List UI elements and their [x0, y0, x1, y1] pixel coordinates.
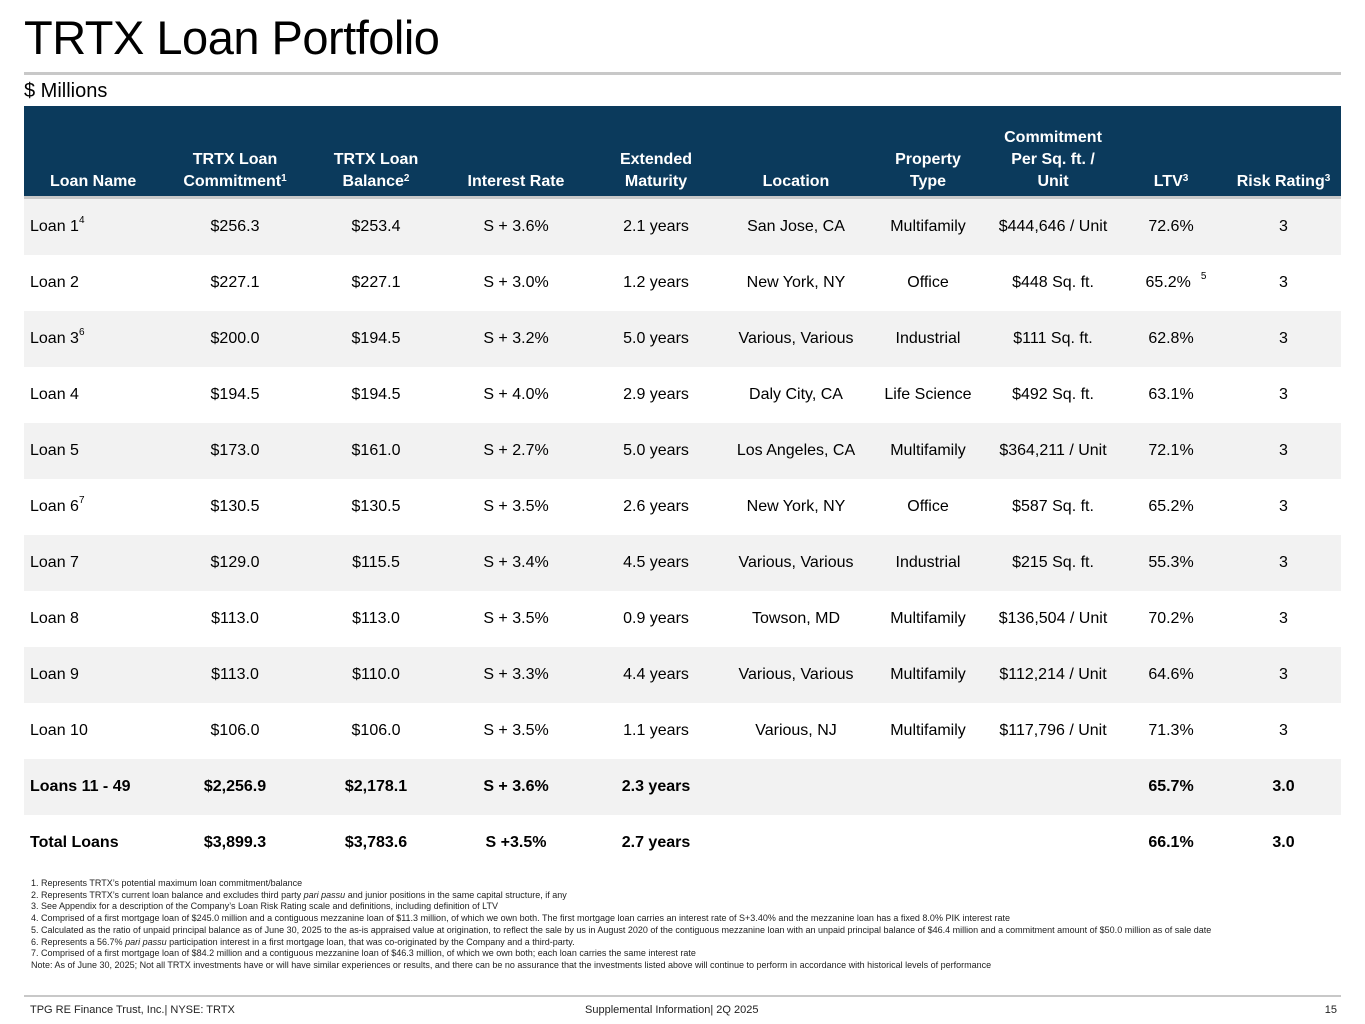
table-row: [24, 703, 1341, 759]
footnote-3: 3. See Appendix for a description of the Company’s Loan Risk Rating scale and definitions, including definition of LTV: [31, 901, 498, 912]
risk-rating-cell: 3: [1279, 330, 1288, 347]
table-row: [24, 535, 1341, 591]
commitment-cell: $113.0: [211, 666, 259, 683]
location-cell: Daly City, CA: [749, 386, 843, 403]
commitment-cell: $130.5: [210, 498, 260, 515]
footnote-5: 5. Calculated as the ratio of unpaid principal balance as of June 30, 2025 to the as-is appraised value at origination, to reflect the sale by us in August 2020 of the contiguous mezzanine loan with an unpaid principal balance of $46.4 million and a commitment amount of $50.0 million as of sale date: [31, 924, 1212, 935]
property-type-cell: Multifamily: [890, 218, 966, 235]
commitment-cell: $129.0: [210, 554, 260, 571]
location-cell: Various, Various: [738, 330, 854, 347]
balance-cell: $115.5: [352, 554, 400, 571]
per-unit-cell: $444,646 / Unit: [998, 218, 1108, 235]
total-balance-cell: $3,783.6: [344, 834, 408, 851]
loan-name-cell: Loan 10: [30, 722, 88, 739]
location-cell: Los Angeles, CA: [736, 442, 856, 459]
table-header-row: [24, 106, 1341, 196]
risk-rating-cell: 3: [1279, 554, 1288, 571]
per-unit-cell: $215 Sq. ft.: [1012, 554, 1094, 571]
table-row: [24, 423, 1341, 479]
property-type-cell: Industrial: [895, 330, 961, 347]
total-maturity-cell: 2.7 years: [621, 834, 691, 851]
balance-cell: $161.0: [351, 442, 401, 459]
interest-rate-cell: S + 3.3%: [483, 666, 549, 683]
ltv-cell: 65.2%: [1148, 498, 1194, 515]
interest-rate-cell: S + 4.0%: [483, 386, 549, 403]
ltv-cell: 71.3%: [1148, 722, 1194, 739]
subtotal-rate-cell: S + 3.6%: [483, 778, 549, 795]
col-header-property-type: Property Type: [895, 151, 961, 190]
col-header-loan-name: Loan Name: [50, 173, 137, 190]
table-row: [24, 367, 1341, 423]
maturity-cell: 2.1 years: [623, 218, 689, 235]
col-header-balance: TRTX Loan Balance$^2$: [333, 151, 419, 190]
interest-rate-cell: S + 3.5%: [483, 610, 549, 627]
maturity-cell: 2.9 years: [623, 386, 689, 403]
total-rate-cell: S +3.5%: [485, 834, 547, 851]
loan-name-cell: Loan 5: [30, 442, 79, 459]
page-number: 15: [1324, 1004, 1337, 1016]
ltv-cell: 72.1%: [1148, 442, 1194, 459]
loan-name-cell: Loan 4: [30, 386, 79, 403]
balance-cell: $106.0: [351, 722, 401, 739]
property-type-cell: Multifamily: [890, 722, 966, 739]
empty-cell: [726, 815, 866, 871]
commitment-cell: $227.1: [210, 274, 260, 291]
commitment-cell: $106.0: [210, 722, 260, 739]
property-type-cell: Industrial: [895, 554, 961, 571]
risk-rating-cell: 3: [1279, 274, 1288, 291]
location-cell: Various, NJ: [755, 722, 837, 739]
location-cell: New York, NY: [746, 498, 846, 515]
total-commitment-cell: $3,899.3: [203, 834, 267, 851]
subtotal-ltv-cell: 65.7%: [1148, 778, 1194, 795]
loan-name-cell: Loan $3^6$: [30, 327, 85, 347]
risk-rating-cell: 3: [1279, 666, 1288, 683]
empty-cell: [866, 759, 990, 815]
maturity-cell: 5.0 years: [623, 442, 689, 459]
table-row: [24, 479, 1341, 535]
property-type-cell: Life Science: [884, 386, 972, 403]
property-type-cell: Office: [907, 274, 949, 291]
commitment-cell: $113.0: [211, 610, 259, 627]
maturity-cell: 4.4 years: [623, 666, 689, 683]
footnote-6: 6. Represents a 56.7% pari passu participation interest in a first mortgage loan, that was co-originated by the Company and a third-party.: [31, 936, 575, 947]
maturity-cell: 5.0 years: [623, 330, 689, 347]
location-cell: New York, NY: [746, 274, 846, 291]
col-header-interest-rate: Interest Rate: [467, 173, 565, 190]
maturity-cell: 1.2 years: [623, 274, 689, 291]
balance-cell: $130.5: [351, 498, 401, 515]
empty-cell: [990, 815, 1116, 871]
loan-name-cell: Loan 9: [30, 666, 79, 683]
footnote-2: 2. Represents TRTX’s current loan balance and excludes third party pari passu and junior positions in the same capital structure, if any: [31, 889, 567, 900]
property-type-cell: Multifamily: [890, 666, 966, 683]
location-cell: Towson, MD: [751, 610, 841, 627]
table-body: [24, 199, 1341, 871]
footer-section: Supplemental Information| 2Q 2025: [585, 1004, 759, 1016]
loan-name-cell: Loan $1^4$: [30, 215, 85, 235]
commitment-cell: $256.3: [210, 218, 260, 235]
risk-rating-cell: 3: [1279, 498, 1288, 515]
per-unit-cell: $492 Sq. ft.: [1012, 386, 1094, 403]
col-header-location: Location: [762, 173, 830, 190]
empty-cell: [726, 759, 866, 815]
balance-cell: $113.0: [352, 610, 400, 627]
property-type-cell: Multifamily: [890, 442, 966, 459]
interest-rate-cell: S + 3.2%: [483, 330, 549, 347]
loan-name-cell: Loan 7: [30, 554, 79, 571]
ltv-cell: 72.6%: [1148, 218, 1194, 235]
ltv-cell: 55.3%: [1148, 554, 1194, 571]
empty-cell: [866, 815, 990, 871]
per-unit-cell: $364,211 / Unit: [999, 442, 1107, 459]
subtotal-balance-cell: $2,178.1: [344, 778, 408, 795]
total-row: [24, 815, 1341, 871]
risk-rating-cell: 3: [1279, 610, 1288, 627]
page-title: TRTX Loan Portfolio: [24, 11, 440, 64]
commitment-cell: $200.0: [210, 330, 260, 347]
interest-rate-cell: S + 3.0%: [483, 274, 549, 291]
interest-rate-cell: S + 3.5%: [483, 498, 549, 515]
loan-portfolio-table: [24, 106, 1341, 871]
maturity-cell: 1.1 years: [623, 722, 689, 739]
col-header-risk-rating: Risk Rating$^3$: [1236, 173, 1331, 190]
per-unit-cell: $112,214 / Unit: [999, 666, 1107, 683]
table-row: [24, 255, 1341, 311]
property-type-cell: Multifamily: [890, 610, 966, 627]
title-divider: [24, 72, 1341, 75]
footnote-4: 4. Comprised of a first mortgage loan of $245.0 million and a contiguous mezzanine loan of $11.3 million, of which we own both. The first mortgage loan carries an interest rate of S+3.40% and the mezzanine loan has a fixed 8.0% PIK interest rate: [31, 913, 1010, 924]
empty-cell: [990, 759, 1116, 815]
balance-cell: $253.4: [351, 218, 401, 235]
ltv-cell: 62.8%: [1148, 330, 1194, 347]
total-name-cell: Total Loans: [30, 834, 119, 851]
col-header-commitment: TRTX Loan Commitment$^1$: [183, 151, 287, 190]
subtotal-name-cell: Loans 11 - 49: [30, 778, 131, 795]
risk-rating-cell: 3: [1279, 722, 1288, 739]
col-header-per-unit: Commitment Per Sq. ft. / Unit: [1004, 129, 1102, 190]
risk-rating-cell: 3: [1279, 442, 1288, 459]
balance-cell: $194.5: [351, 330, 401, 347]
footnote-7: 7. Comprised of a first mortgage loan of $84.2 million and a contiguous mezzanine loan of $46.3 million, of which we own both; each loan carries the same interest rate: [31, 948, 696, 959]
subtotal-risk-cell: 3.0: [1272, 778, 1295, 795]
table-row: [24, 591, 1341, 647]
maturity-cell: 2.6 years: [623, 498, 689, 515]
loan-name-cell: Loan 2: [30, 274, 79, 291]
loan-name-cell: Loan 8: [30, 610, 79, 627]
table-row: [24, 647, 1341, 703]
col-header-ltv: LTV$^3$: [1153, 173, 1189, 190]
units-label: $ Millions: [24, 80, 108, 102]
location-cell: Various, Various: [738, 554, 854, 571]
footnotes: [31, 878, 1343, 972]
per-unit-cell: $117,796 / Unit: [999, 722, 1107, 739]
property-type-cell: Office: [907, 498, 949, 515]
maturity-cell: 0.9 years: [623, 610, 689, 627]
footnote-note: Note: As of June 30, 2025; Not all TRTX investments have or will have similar experiences or results, and there can be no assurance that the investments listed above will continue to perform in accordance with historical levels of performance: [31, 959, 992, 970]
per-unit-cell: $448 Sq. ft.: [1012, 274, 1094, 291]
per-unit-cell: $136,504 / Unit: [998, 610, 1108, 627]
balance-cell: $110.0: [352, 666, 400, 683]
risk-rating-cell: 3: [1279, 218, 1288, 235]
ltv-cell: 64.6%: [1148, 666, 1194, 683]
total-ltv-cell: 66.1%: [1148, 834, 1194, 851]
per-unit-cell: $111 Sq. ft.: [1013, 330, 1093, 347]
ltv-cell: 63.1%: [1148, 386, 1194, 403]
interest-rate-cell: S + 3.4%: [483, 554, 549, 571]
balance-cell: $227.1: [351, 274, 401, 291]
table-row: [24, 199, 1341, 255]
balance-cell: $194.5: [351, 386, 401, 403]
footer-company: TPG RE Finance Trust, Inc.| NYSE: TRTX: [30, 1004, 235, 1016]
location-cell: Various, Various: [738, 666, 854, 683]
table-row: [24, 311, 1341, 367]
total-risk-cell: 3.0: [1272, 834, 1295, 851]
commitment-cell: $194.5: [210, 386, 260, 403]
subtotal-commitment-cell: $2,256.9: [203, 778, 267, 795]
subtotal-row: [24, 759, 1341, 815]
footer-divider: [24, 995, 1341, 997]
risk-rating-cell: 3: [1279, 386, 1288, 403]
maturity-cell: 4.5 years: [623, 554, 689, 571]
col-header-maturity: Extended Maturity: [619, 151, 692, 190]
subtotal-maturity-cell: 2.3 years: [621, 778, 691, 795]
footnote-1: 1. Represents TRTX’s potential maximum loan commitment/balance: [31, 878, 303, 888]
ltv-cell: 70.2%: [1148, 610, 1194, 627]
interest-rate-cell: S + 3.6%: [483, 218, 549, 235]
location-cell: San Jose, CA: [747, 218, 845, 235]
interest-rate-cell: S + 3.5%: [483, 722, 549, 739]
ltv-cell: 65.2% $^5$: [1145, 271, 1207, 291]
interest-rate-cell: S + 2.7%: [483, 442, 549, 459]
commitment-cell: $173.0: [210, 442, 260, 459]
per-unit-cell: $587 Sq. ft.: [1012, 498, 1094, 515]
loan-name-cell: Loan $6^7$: [30, 495, 85, 515]
